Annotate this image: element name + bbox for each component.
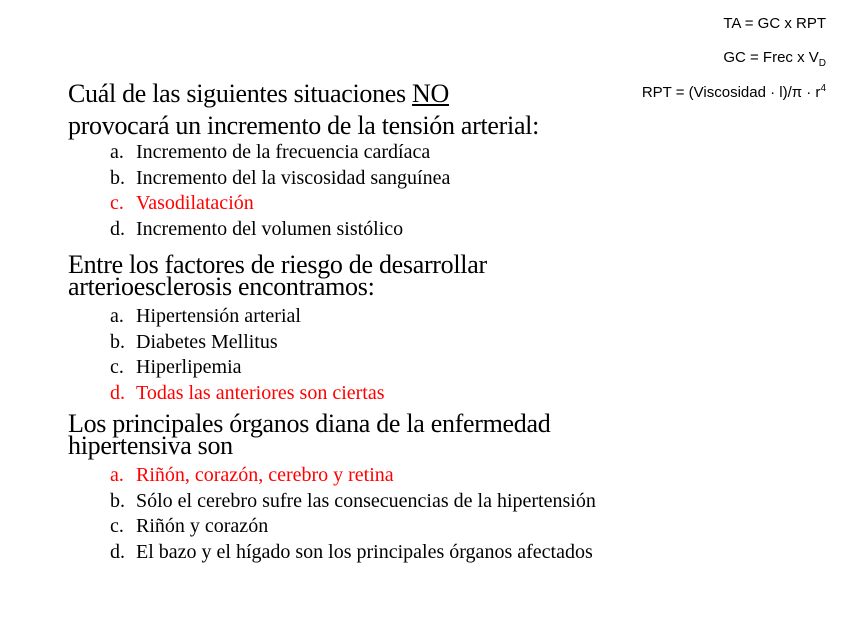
question-2-text: [68, 250, 668, 301]
option-text: El bazo y el hígado son los principales órganos afectados: [136, 540, 593, 563]
formula-gc-subscript: D: [818, 58, 826, 69]
formula-ta: TA = GC x RPT: [723, 15, 826, 32]
question-3-line-2: hipertensiva son: [68, 431, 233, 460]
question-1-options: [68, 140, 668, 242]
option-letter: a.: [110, 464, 124, 486]
option-1b[interactable]: [68, 166, 668, 192]
question-3-options: [68, 463, 748, 565]
question-2-line-2: arterioesclerosis encontramos:: [68, 272, 375, 301]
question-2-line-1: Entre los factores de riesgo de desarrollar: [68, 250, 487, 279]
question-1: [68, 78, 668, 242]
option-letter: a.: [110, 305, 124, 327]
question-3-text: [68, 409, 748, 460]
option-letter: b.: [110, 166, 125, 189]
formula-rpt: [642, 84, 826, 118]
question-2-options: [68, 304, 668, 406]
formula-block: [642, 16, 826, 118]
option-text: Riñón, corazón, cerebro y retina: [136, 464, 394, 486]
option-text: Incremento de la frecuencia cardíaca: [136, 141, 431, 163]
option-text: Hipertensión arterial: [136, 305, 301, 327]
question-1-emphasis: NO: [412, 79, 449, 108]
question-3: [68, 409, 748, 565]
option-letter: d.: [110, 381, 125, 404]
option-3a-correct[interactable]: [68, 463, 748, 489]
option-letter: a.: [110, 141, 124, 163]
option-3d[interactable]: [68, 540, 748, 566]
option-letter: c.: [110, 356, 124, 378]
option-letter: c.: [110, 515, 124, 537]
option-3b[interactable]: [68, 489, 748, 515]
question-3-line-1: Los principales órganos diana de la enfermedad: [68, 409, 551, 438]
option-text: Vasodilatación: [136, 192, 254, 214]
formula-gc-main: GC = Frec x V: [723, 49, 819, 66]
question-1-text-before: Cuál de las siguientes situaciones: [68, 79, 413, 108]
option-text: Sólo el cerebro sufre las consecuencias de la hipertensión: [136, 489, 596, 512]
option-text: Riñón y corazón: [136, 515, 269, 537]
option-letter: b.: [110, 330, 125, 353]
option-text: Todas las anteriores son ciertas: [136, 381, 385, 404]
question-1-text: [68, 78, 668, 142]
option-1a[interactable]: [68, 140, 668, 166]
question-2: [68, 250, 668, 406]
option-letter: d.: [110, 540, 125, 563]
option-2b[interactable]: [68, 330, 668, 356]
option-2a[interactable]: [68, 304, 668, 330]
option-letter: c.: [110, 192, 124, 214]
formula-rpt-superscript: 4: [820, 83, 826, 94]
option-1c-correct[interactable]: [68, 191, 668, 217]
formula-rpt-main: RPT = (Viscosidad · l)/π · r: [641, 84, 821, 101]
option-letter: d.: [110, 217, 125, 240]
option-3c[interactable]: [68, 514, 748, 540]
option-text: Incremento del volumen sistólico: [136, 217, 404, 240]
option-1d[interactable]: [68, 217, 668, 243]
formula-gc: [642, 50, 826, 84]
question-1-text-after: provocará un incremento de la tensión arterial:: [68, 111, 540, 140]
option-2c[interactable]: [68, 355, 668, 381]
option-letter: b.: [110, 489, 125, 512]
option-2d-correct[interactable]: [68, 381, 668, 407]
option-text: Diabetes Mellitus: [136, 330, 278, 353]
option-text: Hiperlipemia: [136, 356, 242, 378]
option-text: Incremento del la viscosidad sanguínea: [136, 166, 451, 189]
